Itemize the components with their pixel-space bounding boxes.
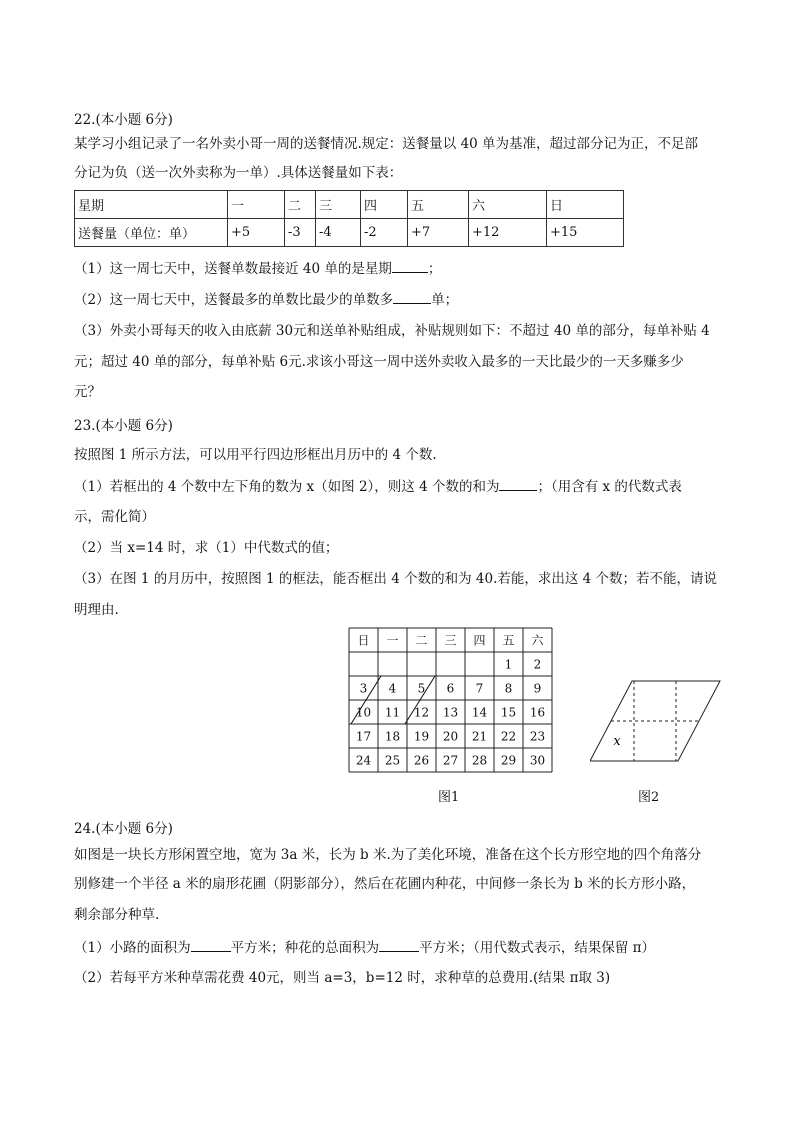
calendar-weekday: 六 [531,633,544,648]
parallelogram-figure [590,677,725,765]
calendar-date: 16 [529,705,546,720]
answer-blank[interactable] [393,289,431,304]
table-cell-day: 四 [361,191,408,219]
calendar-date: 8 [504,681,513,696]
q22-part1 [74,258,441,279]
table-cell-day: 二 [285,191,316,219]
table-cell-value: +5 [228,219,285,247]
calendar-date: 14 [471,705,488,720]
calendar-weekday: 五 [502,633,515,648]
calendar-date: 18 [384,729,401,744]
calendar-date: 10 [355,705,372,720]
table-cell-day: 日 [547,191,624,219]
table-cell-value: +15 [547,219,624,247]
q23-part1-line2: 示，需化简） [74,509,155,525]
calendar-date: 28 [471,753,488,768]
q23-part3-line2: 明理由. [74,602,119,618]
q23-part1-end: ；（用含有 x 的代数式表 [537,479,682,495]
calendar-date: 23 [529,729,546,744]
q22-part1-end: ； [427,261,442,277]
calendar-date: 29 [500,753,517,768]
calendar-date: 25 [384,753,401,768]
calendar-figure [348,627,558,777]
q23-part3-line1: （3）在图 1 的月历中，按照图 1 的框法，能否框出 4 个数的和为 40.若能，求出这 4 个数；若不能，请说 [74,571,718,587]
table-cell-day: 一 [228,191,285,219]
table-row-days [75,191,624,219]
calendar-date: 6 [446,681,455,696]
q24-intro-line3: 剩余部分种草. [74,907,160,923]
calendar-date: 20 [442,729,459,744]
calendar-date: 9 [533,681,542,696]
delivery-table [74,190,624,247]
calendar-date: 3 [359,681,368,696]
calendar-date: 4 [388,681,397,696]
answer-blank[interactable] [379,937,419,952]
calendar-date: 24 [355,753,372,768]
calendar-date: 5 [417,681,426,696]
calendar-date: 19 [413,729,430,744]
q24-part1-start: （1）小路的面积为 [74,940,191,956]
table-cell-value: -4 [316,219,361,247]
q24-header: 24.(本小题 6分) [74,821,173,837]
q24-part2: （2）若每平方米种草需花费 40元，则当 a=3，b=12 时，求种草的总费用.(结果 π取 3) [74,970,611,986]
table-cell-value: -3 [285,219,316,247]
q22-intro-line2: 分记为负（送一次外卖称为一单）.具体送餐量如下表： [74,165,403,181]
q24-part1-end: 平方米；（用代数式表示，结果保留 π） [419,940,656,956]
table-cell-day: 五 [408,191,469,219]
q23-header: 23.(本小题 6分) [74,418,173,434]
q24-intro-line2: 别修建一个半径 a 米的扇形花圃（阴影部分），然后在花圃内种花，中间修一条长为 b 米的长方形小路， [74,876,696,892]
calendar-date: 27 [442,753,459,768]
q23-part2: （2）当 x=14 时，求（1）中代数式的值； [74,540,339,556]
q22-part2-text: （2）这一周七天中，送餐最多的单数比最少的单数多 [74,292,394,308]
fig2-caption: 图2 [638,790,660,805]
q22-part3-line2: 元；超过 40 单的部分，每单补贴 6元.求该小哥这一周中送外卖收入最多的一天比最少的一天多赚多少 [74,354,684,370]
table-cell-day: 三 [316,191,361,219]
q24-part1 [74,937,655,958]
q24-part1-mid: 平方米；种花的总面积为 [230,940,380,956]
calendar-date: 15 [500,705,517,720]
table-cell-day: 六 [469,191,547,219]
calendar-date: 12 [413,705,430,720]
calendar-date: 13 [442,705,459,720]
q23-intro: 按照图 1 所示方法，可以用平行四边形框出月历中的 4 个数. [74,447,437,463]
answer-blank[interactable] [191,937,231,952]
table-row-values [75,219,624,247]
table-cell-value: -2 [361,219,408,247]
calendar-date: 17 [355,729,372,744]
calendar-weekday: 三 [444,633,457,648]
calendar-date: 1 [504,657,513,672]
q22-header: 22.(本小题 6分) [74,112,173,128]
q22-part2-end: 单； [431,292,459,308]
answer-blank[interactable] [499,476,537,491]
calendar-date: 2 [533,657,542,672]
calendar-date: 22 [500,729,517,744]
calendar-weekday: 四 [473,633,486,648]
q22-part3-line1: （3）外卖小哥每天的收入由底薪 30元和送单补贴组成，补贴规则如下：不超过 40 单的部分，每单补贴 4 [74,323,710,339]
q23-part1-text: （1）若框出的 4 个数中左下角的数为 x（如图 2），则这 4 个数的和为 [74,479,500,495]
q23-part1 [74,476,682,497]
table-header-amount: 送餐量（单位：单） [75,219,228,247]
table-header-day: 星期 [75,191,228,219]
table-cell-value: +12 [469,219,547,247]
calendar-weekday: 二 [415,633,428,648]
q24-intro-line1: 如图是一块长方形闲置空地，宽为 3a 米，长为 b 米.为了美化环境，准备在这个长方形空地的四个角落分 [74,847,702,863]
calendar-weekday: 日 [357,633,370,648]
calendar-date: 26 [413,753,430,768]
q22-part1-text: （1）这一周七天中，送餐单数最接近 40 单的是星期 [74,261,392,277]
fig1-caption: 图1 [438,790,460,805]
answer-blank[interactable] [392,258,428,273]
variable-x-label: x [613,734,621,749]
calendar-date: 30 [529,753,546,768]
q22-intro-line1: 某学习小组记录了一名外卖小哥一周的送餐情况.规定：送餐量以 40 单为基准，超过部分记为正，不足部 [74,136,699,152]
q22-part2 [74,289,458,310]
calendar-date: 21 [471,729,488,744]
q22-part3-line3: 元？ [74,384,101,400]
calendar-date: 11 [384,705,401,720]
table-cell-value: +7 [408,219,469,247]
calendar-weekday: 一 [386,633,399,648]
calendar-date: 7 [475,681,484,696]
